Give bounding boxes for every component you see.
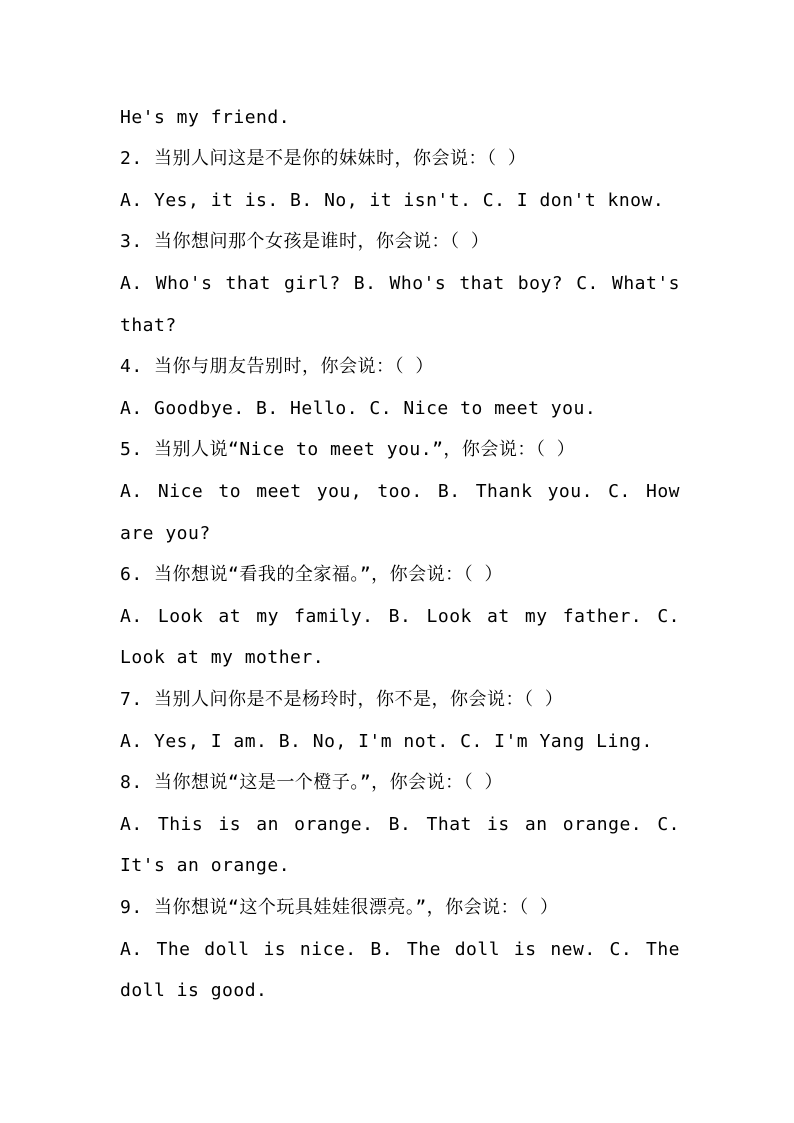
question-8: 8. 当你想说“这是一个橙子。”，你会说：（ ） [120, 772, 504, 793]
options-6: A. Look at my family. B. Look at my father. C. [120, 606, 680, 627]
options-9: A. The doll is nice. B. The doll is new. C. The [120, 939, 680, 960]
question-3: 3. 当你想问那个女孩是谁时，你会说：（ ） [120, 231, 490, 252]
question-6: 6. 当你想说“看我的全家福。”，你会说：（ ） [120, 564, 504, 585]
options-6-continued: Look at my mother. [120, 647, 325, 668]
options-5-continued: are you? [120, 523, 211, 544]
question-4: 4. 当你与朋友告别时，你会说：（ ） [120, 356, 434, 377]
options-7: A. Yes, I am. B. No, I'm not. C. I'm Yang Ling. [120, 731, 653, 752]
question-7: 7. 当别人问你是不是杨玲时，你不是，你会说：（ ） [120, 689, 564, 710]
question-5: 5. 当别人说“Nice to meet you.”，你会说：（ ） [120, 439, 576, 460]
options-8-continued: It's an orange. [120, 855, 291, 876]
options-8: A. This is an orange. B. That is an orange. C. [120, 814, 680, 835]
options-3: A. Who's that girl? B. Who's that boy? C. What's [120, 273, 680, 294]
text-line: He's my friend. [120, 107, 291, 128]
options-9-continued: doll is good. [120, 980, 268, 1001]
options-2: A. Yes, it is. B. No, it isn't. C. I don't know. [120, 190, 665, 211]
options-3-continued: that? [120, 315, 177, 336]
question-9: 9. 当你想说“这个玩具娃娃很漂亮。”，你会说：（ ） [120, 897, 559, 918]
options-5: A. Nice to meet you, too. B. Thank you. C. How [120, 481, 680, 502]
options-4: A. Goodbye. B. Hello. C. Nice to meet you. [120, 398, 597, 419]
question-2: 2. 当别人问这是不是你的妹妹时，你会说：（ ） [120, 148, 527, 169]
